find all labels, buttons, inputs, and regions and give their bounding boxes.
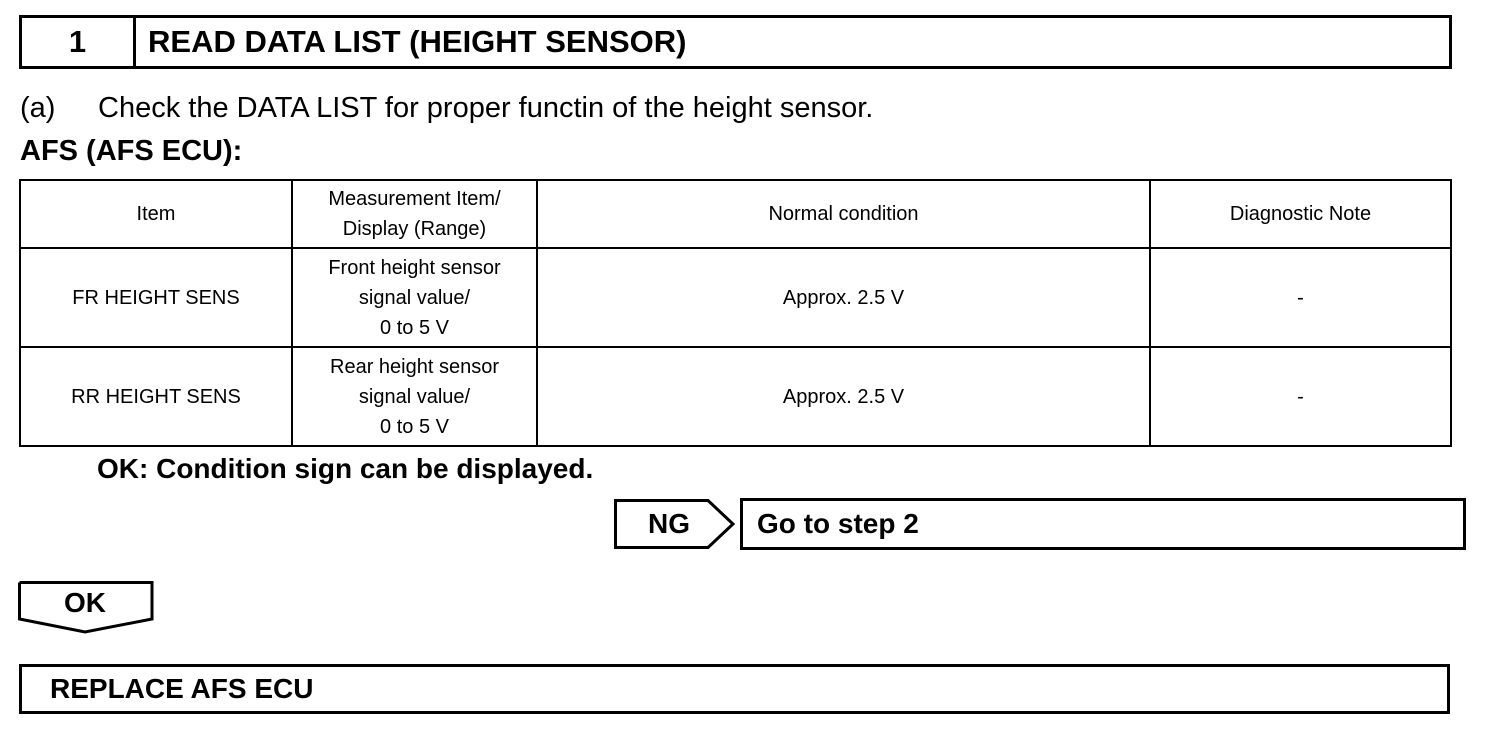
ok-condition-note: OK: Condition sign can be displayed. (97, 453, 594, 484)
header-measurement-line2: Display (Range) (342, 218, 487, 240)
data-list-table (19, 179, 1452, 447)
ok-arrow-box (18, 581, 158, 635)
header-measurement-line1: Measurement Item/ (328, 188, 501, 210)
cell-item: FR HEIGHT SENS (20, 248, 292, 347)
cell-measurement (292, 248, 537, 347)
table-row (20, 248, 1451, 347)
header-diagnostic-note: Diagnostic Note (1150, 180, 1451, 248)
step-number: 1 (22, 18, 136, 66)
ok-label: OK (64, 587, 106, 618)
step-header (19, 15, 1452, 69)
cell-measurement-line3: 0 to 5 V (380, 316, 449, 339)
cell-measurement-line2: signal value/ (358, 286, 471, 309)
ng-label: NG (648, 508, 690, 539)
cell-normal-condition: Approx. 2.5 V (537, 347, 1150, 446)
instruction (20, 92, 873, 125)
table-row (20, 347, 1451, 446)
cell-measurement-line1: Rear height sensor (330, 355, 499, 378)
table-header-row (20, 180, 1451, 248)
cell-normal-condition: Approx. 2.5 V (537, 248, 1150, 347)
cell-measurement-line1: Front height sensor (328, 256, 501, 279)
instruction-text: Check the DATA LIST for proper functin of the height sensor. (98, 92, 874, 124)
final-action-box: REPLACE AFS ECU (19, 664, 1450, 714)
header-measurement (292, 180, 537, 248)
cell-measurement-line2: signal value/ (358, 385, 471, 408)
cell-diagnostic-note: - (1150, 347, 1451, 446)
ng-arrow-box (614, 499, 736, 549)
step-title: READ DATA LIST (HEIGHT SENSOR) (148, 24, 687, 59)
cell-diagnostic-note: - (1150, 248, 1451, 347)
instruction-label: (a) (20, 92, 56, 124)
ng-action-box: Go to step 2 (740, 498, 1466, 550)
cell-measurement (292, 347, 537, 446)
cell-item: RR HEIGHT SENS (20, 347, 292, 446)
subheading: AFS (AFS ECU): (20, 135, 243, 167)
header-item: Item (20, 180, 292, 248)
cell-measurement-line3: 0 to 5 V (380, 415, 449, 438)
header-normal-condition: Normal condition (537, 180, 1150, 248)
